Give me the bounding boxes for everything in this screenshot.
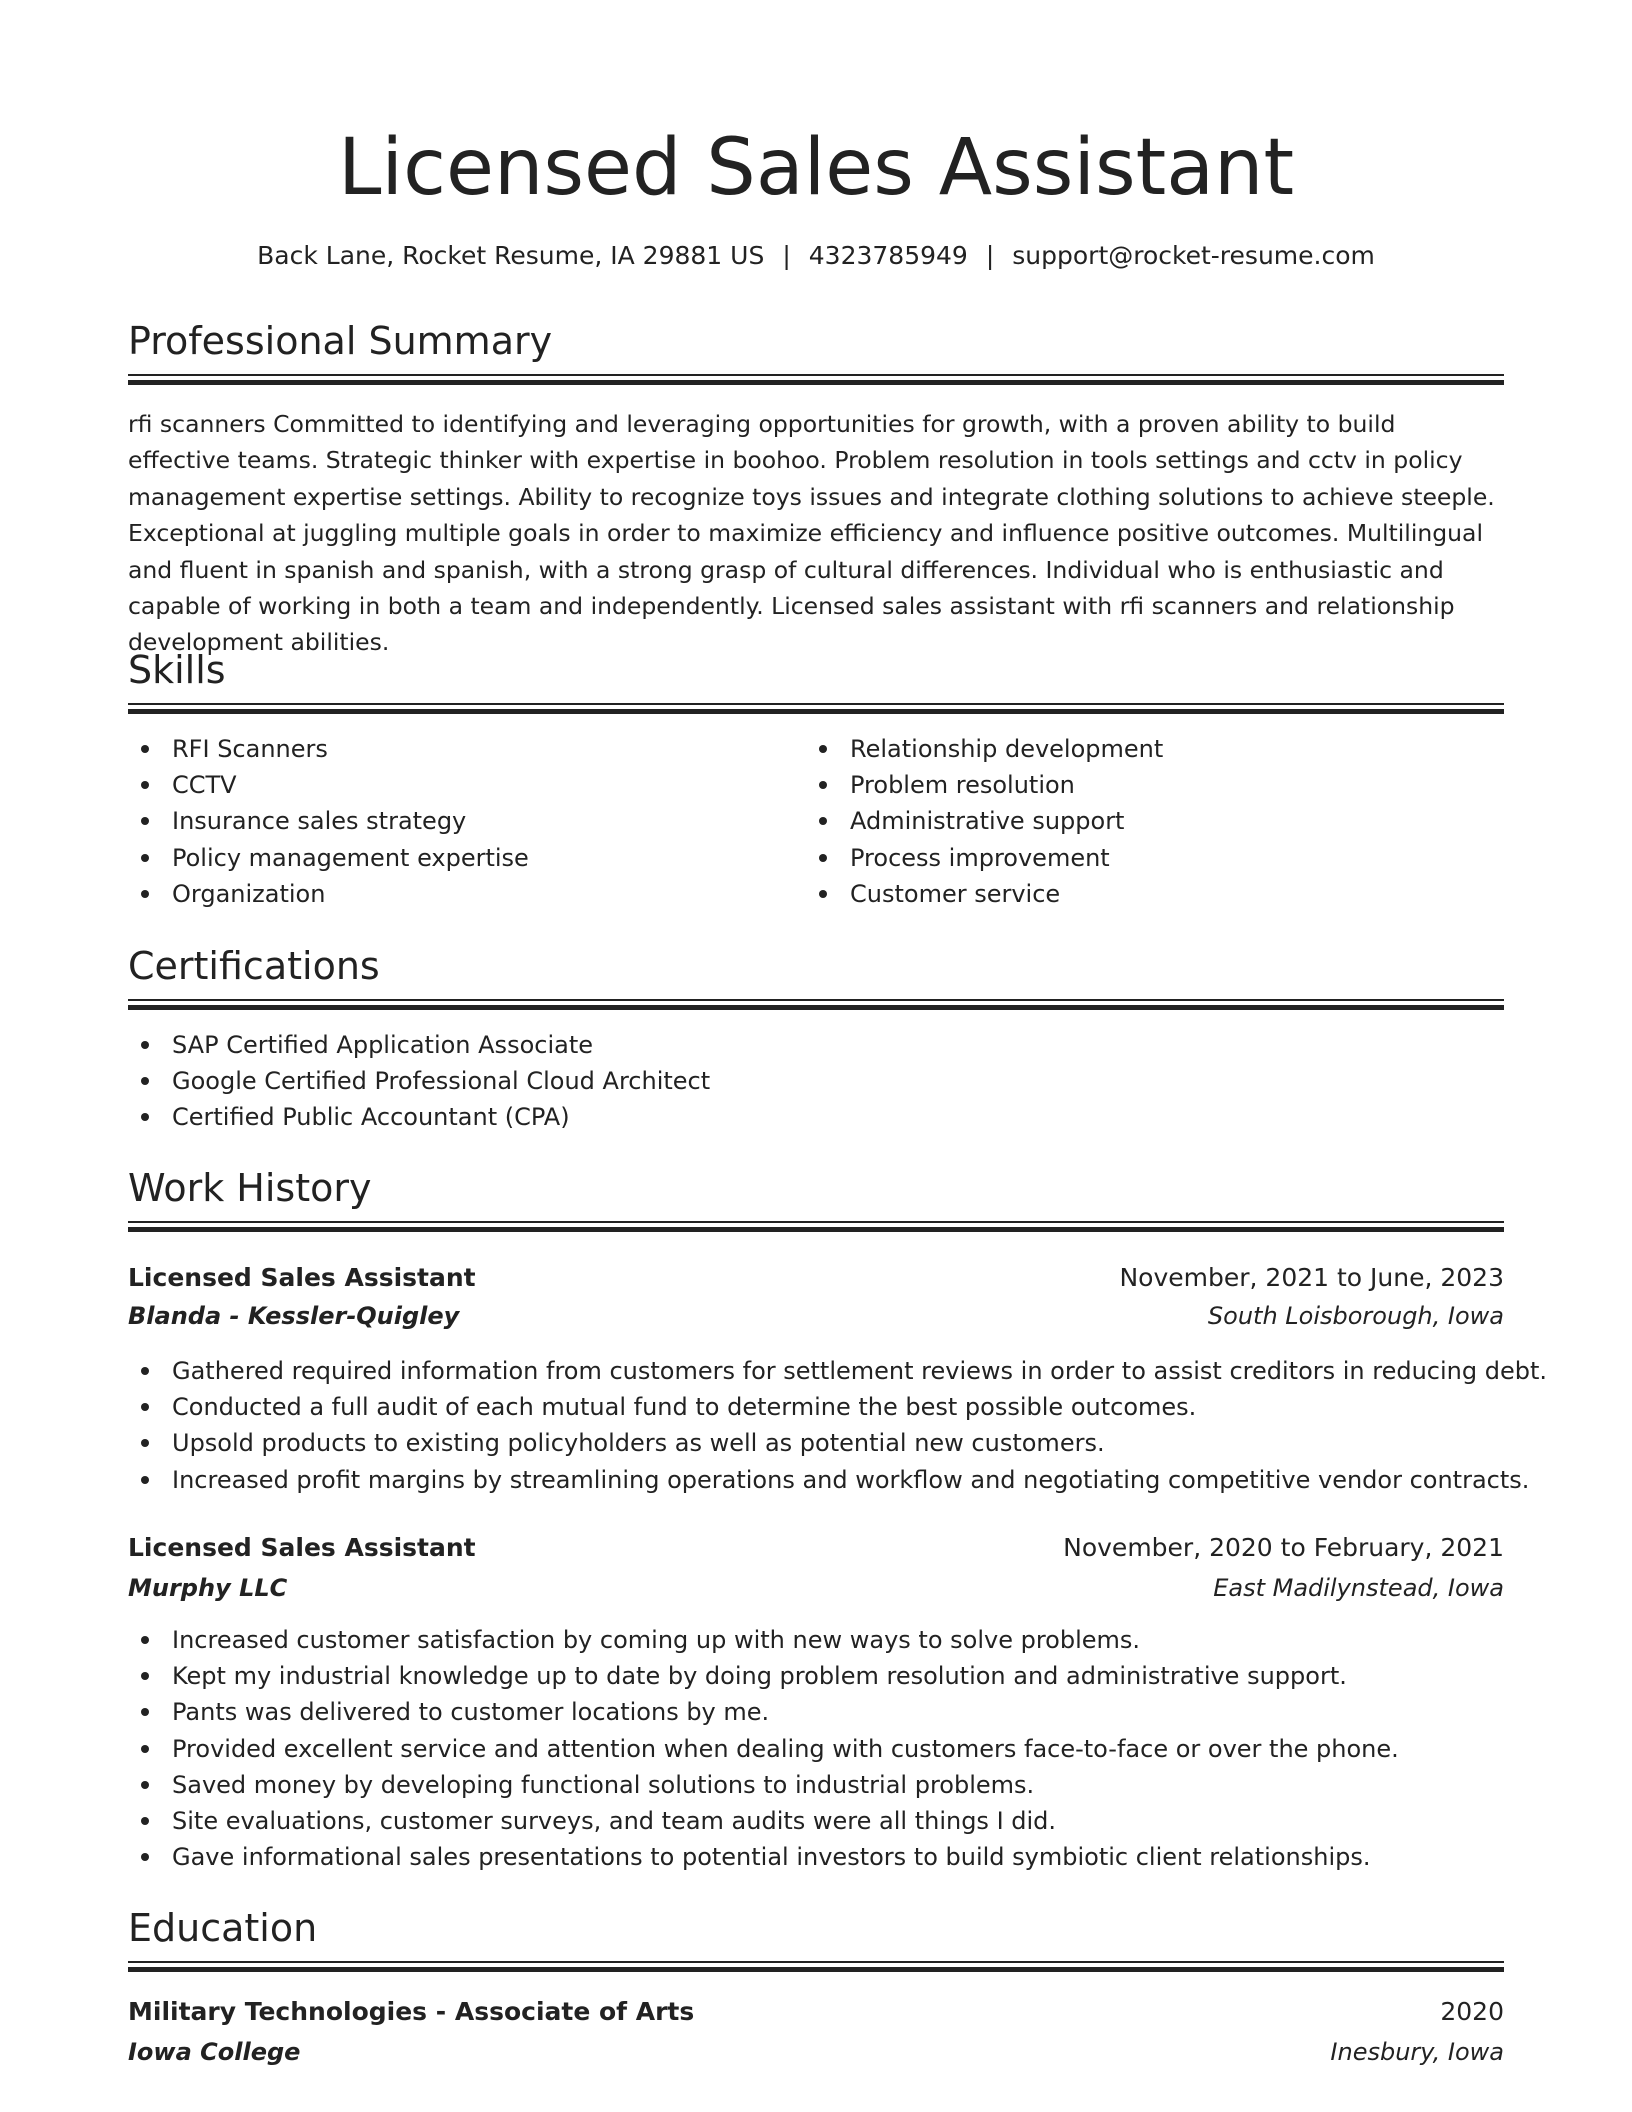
summary-heading: Professional Summary	[128, 319, 553, 363]
job-bullet: Increased profit margins by streamlining operations and workflow and negotiating competitive vendor contracts.	[128, 1462, 1547, 1498]
job-bullets	[128, 1353, 1547, 1498]
skill-item: Organization	[128, 876, 529, 912]
job-bullet: Saved money by developing functional solutions to industrial problems.	[128, 1767, 1399, 1803]
skill-item: Process improvement	[806, 840, 1163, 876]
certification-item: Google Certified Professional Cloud Architect	[128, 1063, 710, 1099]
skill-item: Relationship development	[806, 731, 1163, 767]
job-header	[128, 1259, 1504, 1297]
skill-item: Policy management expertise	[128, 840, 529, 876]
contact-separator: |	[985, 241, 995, 270]
job-location: East Madilynstead, Iowa	[1213, 1574, 1504, 1602]
certification-item: Certified Public Accountant (CPA)	[128, 1099, 710, 1135]
section-divider	[128, 1961, 1504, 1972]
education-degree: Military Technologies - Associate of Arts	[128, 1997, 695, 2026]
education-school: Iowa College	[128, 2038, 301, 2066]
job-subheader	[128, 1569, 1504, 1607]
job-location: South Loisborough, Iowa	[1207, 1302, 1504, 1330]
contact-address: Back Lane, Rocket Resume, IA 29881 US	[257, 241, 765, 270]
job-dates: November, 2020 to February, 2021	[1063, 1533, 1504, 1562]
skills-list-left	[128, 731, 529, 912]
skills-list-right	[806, 731, 1163, 912]
section-divider	[128, 999, 1504, 1010]
certifications-heading: Certifications	[128, 944, 380, 988]
job-bullet: Gathered required information from customers for settlement reviews in order to assist creditors in reducing debt.	[128, 1353, 1547, 1389]
contact-email: support@rocket-resume.com	[1012, 241, 1375, 270]
certification-item: SAP Certified Application Associate	[128, 1027, 710, 1063]
job-dates: November, 2021 to June, 2023	[1119, 1263, 1504, 1292]
section-divider	[128, 374, 1504, 385]
job-bullet: Upsold products to existing policyholders as well as potential new customers.	[128, 1425, 1547, 1461]
contact-phone: 4323785949	[808, 241, 968, 270]
job-title: Licensed Sales Assistant	[128, 1263, 476, 1292]
contact-separator: |	[782, 241, 791, 270]
job-bullets	[128, 1622, 1399, 1875]
job-header	[128, 1529, 1504, 1567]
summary-text: rfi scanners Committed to identifying and leveraging opportunities for growth, with a proven ability to build effective teams. Strategic thinker with expertise in boohoo. Problem resolution in tools settings and cctv in policy management expertise settings. Ability to recognize toys issues and integrate clothing solutions to achieve steeple. Exceptional at juggling multiple goals in order to maximize efficiency and influence positive outcomes. Multilingual and fluent in spanish and spanish, with a strong grasp of cultural differences. Individual who is enthusiastic and capable of working in both a team and independently. Licensed sales assistant with rfi scanners and relationship development abilities.	[128, 410, 1495, 657]
education-location: Inesbury, Iowa	[1330, 2038, 1504, 2066]
job-bullet: Site evaluations, customer surveys, and team audits were all things I did.	[128, 1803, 1399, 1839]
contact-line	[128, 238, 1504, 274]
skill-item: CCTV	[128, 767, 529, 803]
skill-item: RFI Scanners	[128, 731, 529, 767]
job-bullet: Gave informational sales presentations to potential investors to build symbiotic client relationships.	[128, 1839, 1399, 1875]
job-company: Blanda - Kessler-Quigley	[128, 1302, 460, 1330]
job-bullet: Increased customer satisfaction by coming up with new ways to solve problems.	[128, 1622, 1399, 1658]
job-bullet: Kept my industrial knowledge up to date by doing problem resolution and administrative support.	[128, 1658, 1399, 1694]
job-bullet: Provided excellent service and attention when dealing with customers face-to-face or over the phone.	[128, 1731, 1399, 1767]
education-subheader	[128, 2033, 1504, 2071]
job-bullet: Pants was delivered to customer locations by me.	[128, 1694, 1399, 1730]
job-title: Licensed Sales Assistant	[128, 1533, 476, 1562]
resume-name: Licensed Sales Assistant	[337, 123, 1295, 213]
skill-item: Customer service	[806, 876, 1163, 912]
skill-item: Insurance sales strategy	[128, 803, 529, 839]
education-heading: Education	[128, 1906, 318, 1950]
education-year: 2020	[1440, 1997, 1504, 2026]
job-subheader	[128, 1297, 1504, 1335]
skill-item: Administrative support	[806, 803, 1163, 839]
job-bullet: Conducted a full audit of each mutual fund to determine the best possible outcomes.	[128, 1389, 1547, 1425]
work-history-heading: Work History	[128, 1166, 372, 1210]
education-header	[128, 1993, 1504, 2031]
section-divider	[128, 703, 1504, 714]
skills-heading: Skills	[128, 648, 226, 692]
job-company: Murphy LLC	[128, 1574, 288, 1602]
skill-item: Problem resolution	[806, 767, 1163, 803]
section-divider	[128, 1221, 1504, 1232]
certifications-list	[128, 1027, 710, 1136]
